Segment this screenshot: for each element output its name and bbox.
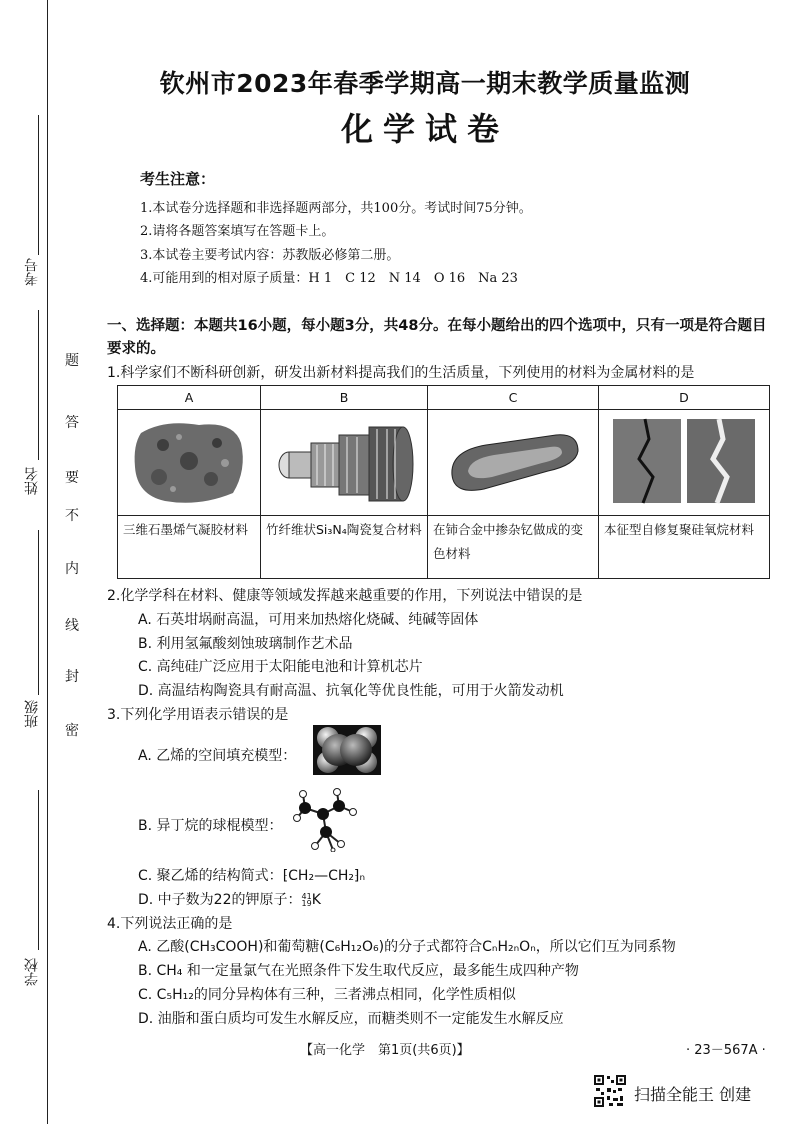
question-2-option-d: D. 高温结构陶瓷具有耐高温、抗氧化等优良性能，可用于火箭发动机 — [138, 683, 564, 699]
question-4-option-c: C. C₅H₁₂的同分异构体有三种，三者沸点相同，化学性质相似 — [138, 987, 516, 1003]
question-3-option-c — [138, 865, 365, 885]
caption-d: 本征型自修复聚硅氧烷材料 — [599, 516, 770, 579]
notice-item: 4.可能用到的相对原子质量：H 1 C 12 N 14 O 16 Na 23 — [140, 271, 518, 286]
notice-heading: 考生注意： — [140, 170, 216, 188]
seal-char: 封 — [65, 669, 79, 685]
isobutane-ball-stick-model — [293, 786, 359, 852]
question-3-option-b: B. 异丁烷的球棍模型： — [138, 818, 283, 834]
materials-table — [117, 385, 770, 579]
seal-char: 不 — [65, 508, 79, 524]
school-blank — [38, 790, 39, 950]
subject-title: 化学试卷 — [340, 110, 509, 148]
question-2-stem: 2.化学学科在材料、健康等领域发挥越来越重要的作用，下列说法中错误的是 — [107, 588, 583, 604]
exam-number-blank — [38, 115, 39, 255]
seal-char: 线 — [65, 618, 79, 634]
exam-code: · 23－567A · — [686, 1043, 766, 1058]
element-symbol: K — [311, 892, 321, 908]
question-3-option-d — [138, 889, 321, 909]
atomic-number: 19 — [301, 899, 312, 908]
question-1-stem: 1.科学家们不断科研创新，研发出新材料提高我们的生活质量，下列使用的材料为金属材料的是 — [107, 365, 695, 381]
class-label: 班级 — [24, 700, 40, 728]
exam-title: 钦州市2023年春季学期高一期末教学质量监测 — [159, 69, 691, 98]
col-header-b: B — [261, 386, 428, 410]
question-2-option-b: B. 利用氢氟酸刻蚀玻璃制作艺术品 — [138, 636, 353, 652]
caption-a: 三维石墨烯气凝胶材料 — [118, 516, 261, 579]
qr-code-icon — [593, 1074, 627, 1108]
name-blank — [38, 310, 39, 460]
self-healing-polysiloxane-image — [599, 410, 770, 516]
cerium-alloy-image — [428, 410, 599, 516]
page-footer: 【高一化学 第1页(共6页)】 — [300, 1043, 470, 1058]
option-d-text: D. 中子数为22的钾原子： — [138, 892, 302, 908]
scanner-watermark: 扫描全能王 创建 — [634, 1085, 752, 1104]
binding-line — [47, 0, 48, 1124]
seal-char: 要 — [65, 470, 79, 486]
question-4-stem: 4.下列说法正确的是 — [107, 916, 233, 932]
col-header-a: A — [118, 386, 261, 410]
question-2-option-a: A. 石英坩埚耐高温，可用来加热熔化烧碱、纯碱等固体 — [138, 612, 479, 628]
question-3-option-a: A. 乙烯的空间填充模型： — [138, 748, 297, 764]
section-heading: 一、选择题：本题共16小题，每小题3分，共48分。在每小题给出的四个选项中，只有一项是符合题目要求的。 — [107, 318, 767, 357]
seal-char: 答 — [65, 415, 79, 431]
bamboo-ceramic-image — [261, 410, 428, 516]
seal-char: 内 — [65, 561, 79, 577]
col-header-c: C — [428, 386, 599, 410]
question-2-option-c: C. 高纯硅广泛应用于太阳能电池和计算机芯片 — [138, 659, 423, 675]
seal-char: 题 — [65, 353, 79, 369]
seal-char: 密 — [65, 723, 79, 739]
question-3-stem: 3.下列化学用语表示错误的是 — [107, 707, 289, 723]
name-label: 姓名 — [24, 467, 40, 495]
school-label: 学校 — [24, 958, 40, 986]
notice-item: 2.请将各题答案填写在答题卡上。 — [140, 224, 335, 239]
caption-b: 竹纤维状Si₃N₄陶瓷复合材料 — [261, 516, 428, 579]
question-4-option-a: A. 乙酸(CH₃COOH)和葡萄糖(C₆H₁₂O₆)的分子式都符合CₙH₂ₙOₙ，所以它们互为同系物 — [138, 939, 676, 955]
graphene-aerogel-image — [118, 410, 261, 516]
polyethylene-formula: ⁅CH₂—CH₂⁆ₙ — [282, 868, 366, 884]
ethylene-space-filling-model — [313, 725, 381, 775]
col-header-d: D — [599, 386, 770, 410]
caption-c: 在铈合金中掺杂钇做成的变色材料 — [428, 516, 599, 579]
notice-item: 1.本试卷分选择题和非选择题两部分，共100分。考试时间75分钟。 — [140, 201, 532, 216]
option-c-text: C. 聚乙烯的结构简式： — [138, 868, 283, 884]
notice-item: 3.本试卷主要考试内容：苏教版必修第二册。 — [140, 248, 400, 263]
class-blank — [38, 530, 39, 695]
exam-number-label: 考号 — [24, 258, 40, 286]
question-4-option-d: D. 油脂和蛋白质均可发生水解反应，而糖类则不一定能发生水解反应 — [138, 1011, 564, 1027]
question-4-option-b: B. CH₄ 和一定量氯气在光照条件下发生取代反应，最多能生成四种产物 — [138, 963, 579, 979]
mass-number: 41 — [301, 892, 312, 901]
